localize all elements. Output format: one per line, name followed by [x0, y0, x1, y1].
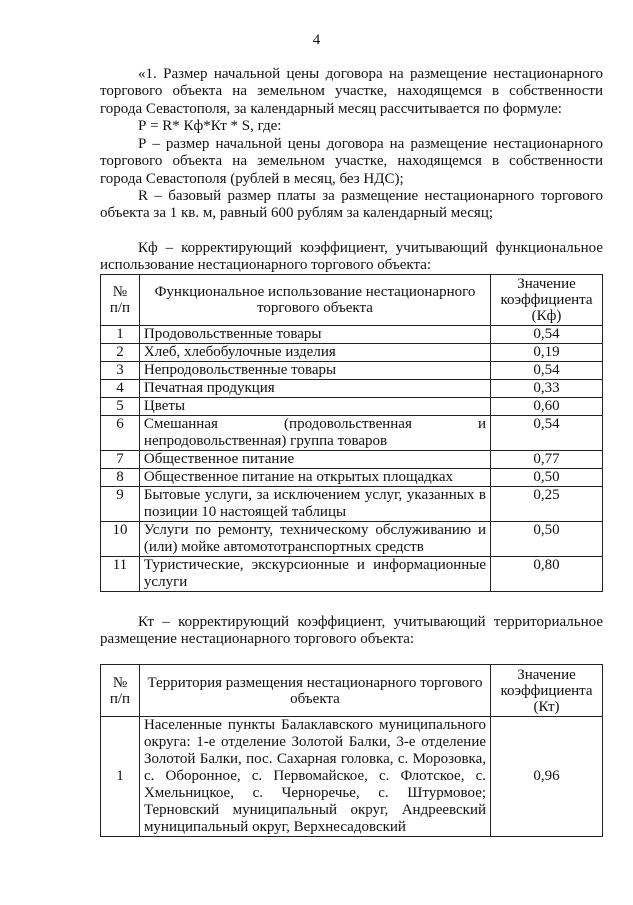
- kt-header-territory: Территория размещения нестационарного торгового объекта: [139, 665, 490, 717]
- table-row: [101, 451, 603, 469]
- row-number: 8: [101, 469, 140, 487]
- row-value: 0,96: [491, 717, 603, 837]
- row-value: 0,25: [491, 487, 603, 522]
- intro-paragraph-3: R – базовый размер платы за размещение нестационарного торгового объекта за 1 кв. м, равный 600 рублям за календарный месяц;: [100, 188, 603, 222]
- row-number: 4: [101, 380, 140, 398]
- table-row: [101, 380, 603, 398]
- kt-table-header: [101, 665, 603, 717]
- row-name: Общественное питание: [139, 451, 490, 469]
- table-row: [101, 487, 603, 522]
- kt-table: [100, 664, 603, 837]
- row-name: Туристические, экскурсионные и информационные услуги: [139, 557, 490, 592]
- kf-header-usage: Функциональное использование нестационарного торгового объекта: [139, 275, 490, 326]
- table-row: [101, 362, 603, 380]
- row-name: Печатная продукция: [139, 380, 490, 398]
- row-name: Цветы: [139, 398, 490, 416]
- row-value: 0,50: [491, 469, 603, 487]
- row-value: 0,50: [491, 522, 603, 557]
- kf-header-value: Значение коэффициента (Кф): [491, 275, 603, 326]
- table-row: [101, 398, 603, 416]
- intro-paragraph-1: «1. Размер начальной цены договора на размещение нестационарного торгового объекта на земельном участке, находящемся в собственности города Севастополя, за календарный месяц рассчитывается по формуле:: [100, 66, 603, 117]
- row-value: 0,77: [491, 451, 603, 469]
- row-number: 1: [101, 717, 140, 837]
- kf-table-header: [101, 275, 603, 326]
- row-value: 0,19: [491, 344, 603, 362]
- kt-header-value: Значение коэффициента (Кт): [491, 665, 603, 717]
- table-row: [101, 416, 603, 451]
- formula: Р = R* Кф*Кт * S, где:: [138, 118, 282, 134]
- kf-table: [100, 274, 603, 592]
- kt-caption: Кт – корректирующий коэффициент, учитывающий территориальное размещение нестационарного торгового объекта:: [100, 614, 603, 648]
- kf-caption: Кф – корректирующий коэффициент, учитывающий функциональное использование нестационарного торгового объекта:: [100, 240, 603, 274]
- row-name: Общественное питание на открытых площадках: [139, 469, 490, 487]
- table-row: [101, 469, 603, 487]
- table-row: [101, 557, 603, 592]
- row-number: 10: [101, 522, 140, 557]
- row-name: Хлеб, хлебобулочные изделия: [139, 344, 490, 362]
- row-value: 0,80: [491, 557, 603, 592]
- row-number: 9: [101, 487, 140, 522]
- row-name: Услуги по ремонту, техническому обслуживанию и (или) мойке автомототранспортных средств: [139, 522, 490, 557]
- table-row: [101, 717, 603, 837]
- row-name: Смешанная (продовольственная и непродовольственная) группа товаров: [139, 416, 490, 451]
- row-value: 0,54: [491, 326, 603, 344]
- row-value: 0,33: [491, 380, 603, 398]
- row-value: 0,60: [491, 398, 603, 416]
- row-name: Непродовольственные товары: [139, 362, 490, 380]
- row-number: 11: [101, 557, 140, 592]
- table-row: [101, 326, 603, 344]
- row-number: 2: [101, 344, 140, 362]
- row-number: 1: [101, 326, 140, 344]
- row-name: Населенные пункты Балаклавского муниципального округа: 1-е отделение Золотой Балки, 3-е отделение Золотой Балки, пос. Сахарная головка, с. Морозовка, с. Оборонное, с. Первомайское, с. Флотское, с. Хмельницкое, с. Черноречье, с. Штурмовое; Терновский муниципальный округ, Андреевский муниципальный округ, Верхнесадовский: [139, 717, 490, 837]
- row-name: Бытовые услуги, за исключением услуг, указанных в позиции 10 настоящей таблицы: [139, 487, 490, 522]
- row-number: 5: [101, 398, 140, 416]
- table-row: [101, 344, 603, 362]
- row-number: 7: [101, 451, 140, 469]
- kt-header-number: № п/п: [101, 665, 140, 717]
- row-value: 0,54: [491, 416, 603, 451]
- row-value: 0,54: [491, 362, 603, 380]
- row-number: 6: [101, 416, 140, 451]
- intro-paragraph-2: Р – размер начальной цены договора на размещение нестационарного торгового объекта на земельном участке, находящемся в собственности города Севастополя (рублей в месяц, без НДС);: [100, 136, 603, 187]
- row-name: Продовольственные товары: [139, 326, 490, 344]
- row-number: 3: [101, 362, 140, 380]
- table-row: [101, 522, 603, 557]
- page-number: 4: [312, 32, 321, 48]
- kf-header-number: № п/п: [101, 275, 140, 326]
